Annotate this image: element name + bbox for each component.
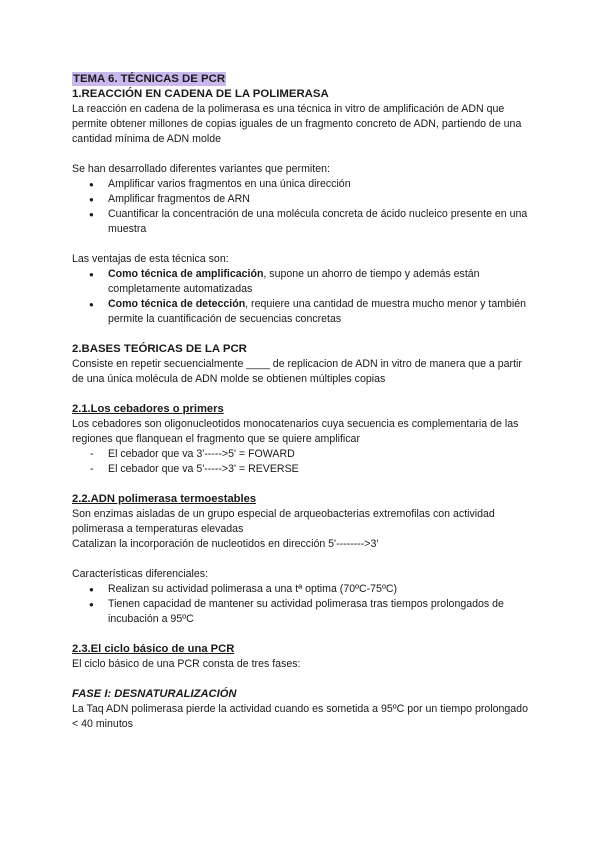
variants-list — [72, 177, 532, 237]
primers-list — [72, 447, 532, 477]
document-title: TEMA 6. TÉCNICAS DE PCR — [73, 73, 226, 85]
advantage-term: Como técnica de amplificación — [108, 268, 264, 280]
section-2-text: Consiste en repetir secuencialmente ____ de replicacion de ADN in vitro de manera que a partir de una única molécula de ADN molde se obtienen múltiples copias — [72, 358, 522, 385]
variant-item: ● Cuantificar la concentración de una molécula concreta de ácido nucleico presente en una muestra — [72, 207, 532, 237]
advantage-item — [72, 297, 532, 327]
primer-item: - El cebador que va 5'----->3' = REVERSE — [72, 462, 532, 477]
section-2-1-text: Los cebadores son oligonucleotidos monocatenarios cuya secuencia es complementaria de las regiones que flanquean el fragmento que se quiere amplificar — [72, 418, 519, 445]
advantage-term: Como técnica de detección — [108, 298, 246, 310]
document-content — [72, 72, 532, 732]
section-2-1-heading: 2.1.Los cebadores o primers — [72, 403, 224, 415]
advantage-text: , supone un ahorro de tiempo y además están completamente automatizadas — [108, 268, 480, 295]
variant-item: ● Amplificar fragmentos de ARN — [72, 192, 532, 207]
advantages-intro: Las ventajas de esta técnica son: — [72, 253, 229, 265]
characteristic-item: ● Tienen capacidad de mantener su actividad polimerasa tras tiempos prolongados de incubación a 95ºC — [72, 597, 532, 627]
section-2-2-text-1: Son enzimas aisladas de un grupo especial de arqueobacterias extremofilas con actividad polimerasa a temperaturas elevadas — [72, 508, 495, 535]
section-2-2-heading: 2.2.ADN polimerasa termoestables — [72, 493, 257, 505]
section-2-3-text: El ciclo básico de una PCR consta de tres fases: — [72, 658, 301, 670]
characteristics-intro: Características diferenciales: — [72, 568, 209, 580]
characteristic-item: ● Realizan su actividad polimerasa a una tª optima (70ºC-75ºC) — [72, 582, 532, 597]
advantages-list — [72, 267, 532, 327]
section-2-2-text-2: Catalizan la incorporación de nucleotidos en dirección 5'-------->3' — [72, 538, 379, 550]
primer-item: - El cebador que va 3'----->5' = FOWARD — [72, 447, 532, 462]
section-1-intro: La reacción en cadena de la polimerasa es una técnica in vitro de amplificación de ADN que permite obtener millones de copias iguales de un fragmento concreto de ADN, partiendo de una cantidad mínima de ADN molde — [72, 103, 522, 145]
advantage-item — [72, 267, 532, 297]
section-1-heading: 1.REACCIÓN EN CADENA DE LA POLIMERASA — [72, 88, 329, 100]
advantage-text: , requiere una cantidad de muestra mucho menor y también permite la cuantificación de secuencias concretas — [108, 298, 527, 325]
section-2-heading: 2.BASES TEÓRICAS DE LA PCR — [72, 343, 247, 355]
variants-intro: Se han desarrollado diferentes variantes que permiten: — [72, 163, 330, 175]
variant-item: ● Amplificar varios fragmentos en una única dirección — [72, 177, 532, 192]
characteristics-list — [72, 582, 532, 627]
phase-1-text: La Taq ADN polimerasa pierde la actividad cuando es sometida a 95ºC por un tiempo prolongado < 40 minutos — [72, 703, 528, 730]
section-2-3-heading: 2.3.El ciclo básico de una PCR — [72, 643, 235, 655]
phase-1-heading: FASE I: DESNATURALIZACIÓN — [72, 688, 237, 700]
